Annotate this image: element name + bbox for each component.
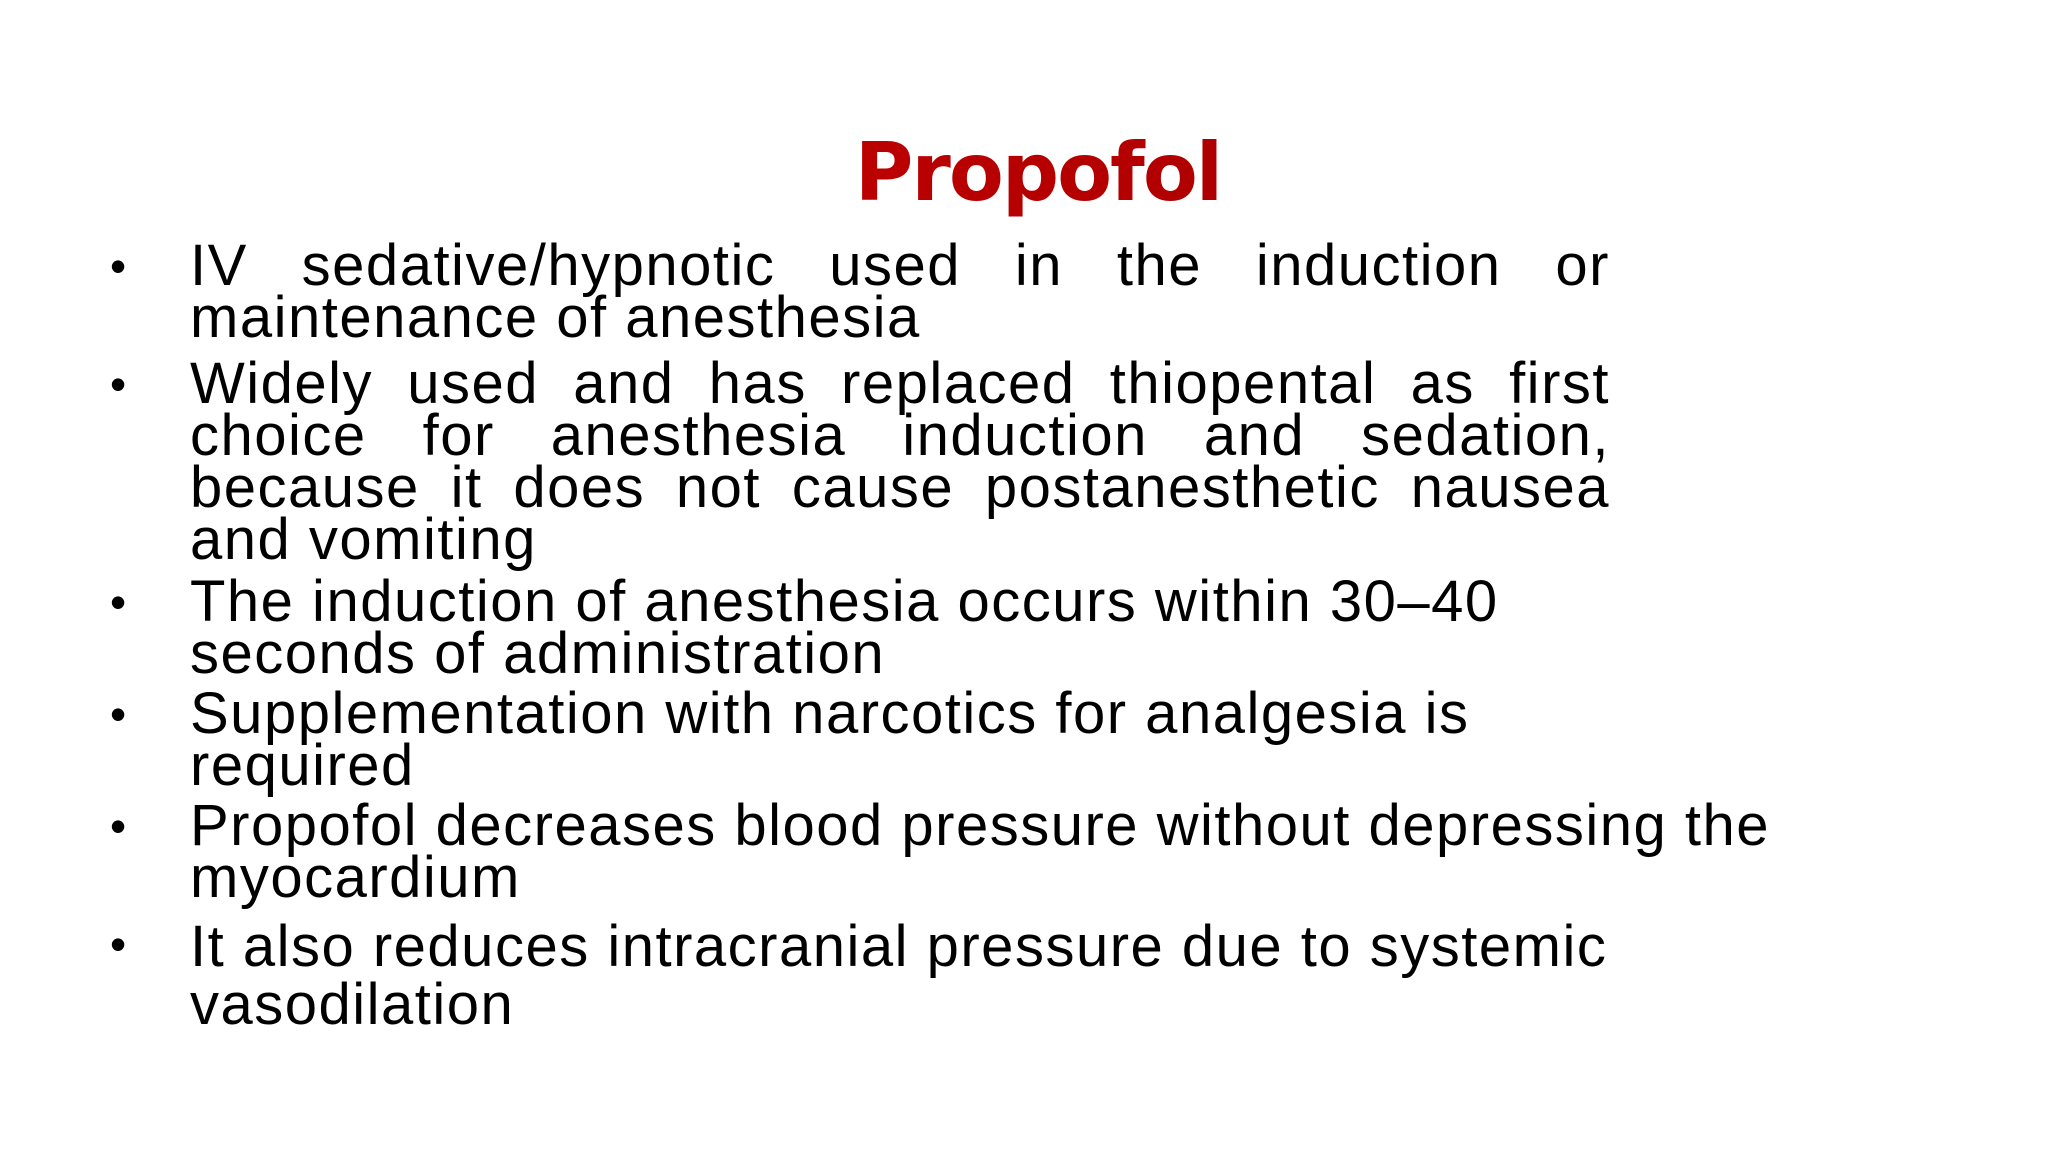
slide-title: Propofol	[0, 118, 2048, 228]
bullet-dot-icon: •	[110, 688, 128, 740]
bullet-text: Widely used and has replaced thiopental as first choice for anesthesia induction and sedation, because it does not cause postanesthetic nausea and vomiting	[190, 351, 1610, 572]
bullet-dot-icon: •	[110, 576, 128, 628]
bullet-text: Supplementation with narcotics for analgesia is required	[190, 681, 1470, 798]
bullet-dot-icon: •	[110, 358, 128, 410]
bullet-item	[110, 233, 1610, 350]
bullet-item	[110, 914, 1750, 1037]
bullet-dot-icon: •	[110, 240, 128, 292]
bullet-item	[110, 569, 1630, 686]
bullet-dot-icon: •	[110, 800, 128, 852]
bullet-text: The induction of anesthesia occurs within 30–40 seconds of administration	[190, 569, 1499, 686]
bullet-text: IV sedative/hypnotic used in the induction or maintenance of anesthesia	[190, 233, 1610, 350]
bullet-item	[110, 793, 1790, 910]
bullet-item	[110, 351, 1610, 572]
bullet-text: Propofol decreases blood pressure without depressing the myocardium	[190, 793, 1771, 910]
bullet-dot-icon: •	[110, 918, 128, 970]
bullet-text: It also reduces intracranial pressure due to systemic vasodilation	[190, 914, 1608, 1037]
bullet-item	[110, 681, 1630, 798]
